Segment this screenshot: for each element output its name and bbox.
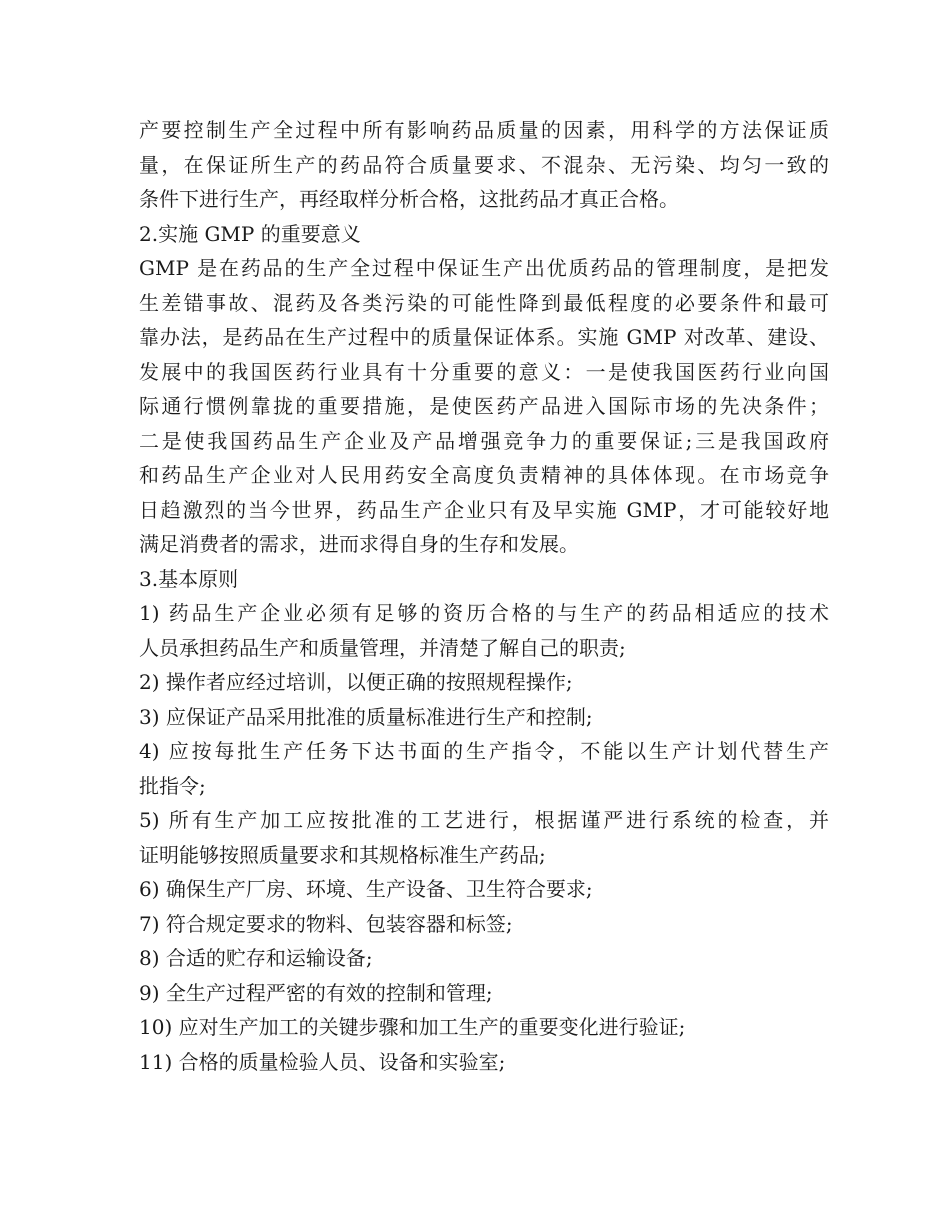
paragraph-line: 满足消费者的需求，进而求得自身的生存和发展。 <box>139 532 579 556</box>
list-item-continuation: 人员承担药品生产和质量管理，并清楚了解自己的职责; <box>139 635 626 660</box>
list-item: 4) 应按每批生产任务下达书面的生产指令，不能以生产计划代替生产 <box>139 739 829 763</box>
paragraph-line: 条件下进行生产，再经取样分析合格，这批药品才真正合格。 <box>139 187 679 211</box>
list-item: 7) 符合规定要求的物料、包装容器和标签; <box>139 911 513 936</box>
paragraph-line: 靠办法，是药品在生产过程中的质量保证体系。实施 GMP 对改革、建设、 <box>139 325 829 349</box>
paragraph-line: 产要控制生产全过程中所有影响药品质量的因素，用科学的方法保证质 <box>139 118 829 142</box>
paragraph-line: 和药品生产企业对人民用药安全高度负责精神的具体体现。在市场竞争 <box>139 463 829 487</box>
document-body <box>139 113 829 1079</box>
list-item-continuation: 批指令; <box>139 773 206 798</box>
list-item: 1) 药品生产企业必须有足够的资历合格的与生产的药品相适应的技术 <box>139 601 829 625</box>
section-heading: 3.基本原则 <box>139 566 239 591</box>
list-item: 6) 确保生产厂房、环境、生产设备、卫生符合要求; <box>139 877 593 901</box>
list-item: 8) 合适的贮存和运输设备; <box>139 946 373 970</box>
paragraph-line: 生差错事故、混药及各类污染的可能性降到最低程度的必要条件和最可 <box>139 290 829 315</box>
list-item: 2) 操作者应经过培训，以便正确的按照规程操作; <box>139 670 573 694</box>
paragraph-line: 日趋激烈的当今世界，药品生产企业只有及早实施 GMP，才可能较好地 <box>139 497 829 522</box>
list-item: 10) 应对生产加工的关键步骤和加工生产的重要变化进行验证; <box>139 1015 686 1039</box>
list-item: 11) 合格的质量检验人员、设备和实验室; <box>139 1049 506 1074</box>
list-item-continuation: 证明能够按照质量要求和其规格标准生产药品; <box>139 842 546 867</box>
list-item: 9) 全生产过程严密的有效的控制和管理; <box>139 980 493 1005</box>
section-heading: 2.实施 GMP 的重要意义 <box>139 221 361 246</box>
paragraph-line: 二是使我国药品生产企业及产品增强竞争力的重要保证;三是我国政府 <box>139 428 829 453</box>
list-item: 5) 所有生产加工应按批准的工艺进行，根据谨严进行系统的检查，并 <box>139 808 829 832</box>
paragraph-line: 际通行惯例靠拢的重要措施，是使医药产品进入国际市场的先决条件； <box>139 394 829 418</box>
paragraph-line: GMP 是在药品的生产全过程中保证生产出优质药品的管理制度，是把发 <box>139 256 829 280</box>
paragraph-line: 发展中的我国医药行业具有十分重要的意义：一是使我国医药行业向国 <box>139 359 829 384</box>
list-item: 3) 应保证产品采用批准的质量标准进行生产和控制; <box>139 704 593 729</box>
paragraph-line: 量，在保证所生产的药品符合质量要求、不混杂、无污染、均匀一致的 <box>139 152 829 177</box>
